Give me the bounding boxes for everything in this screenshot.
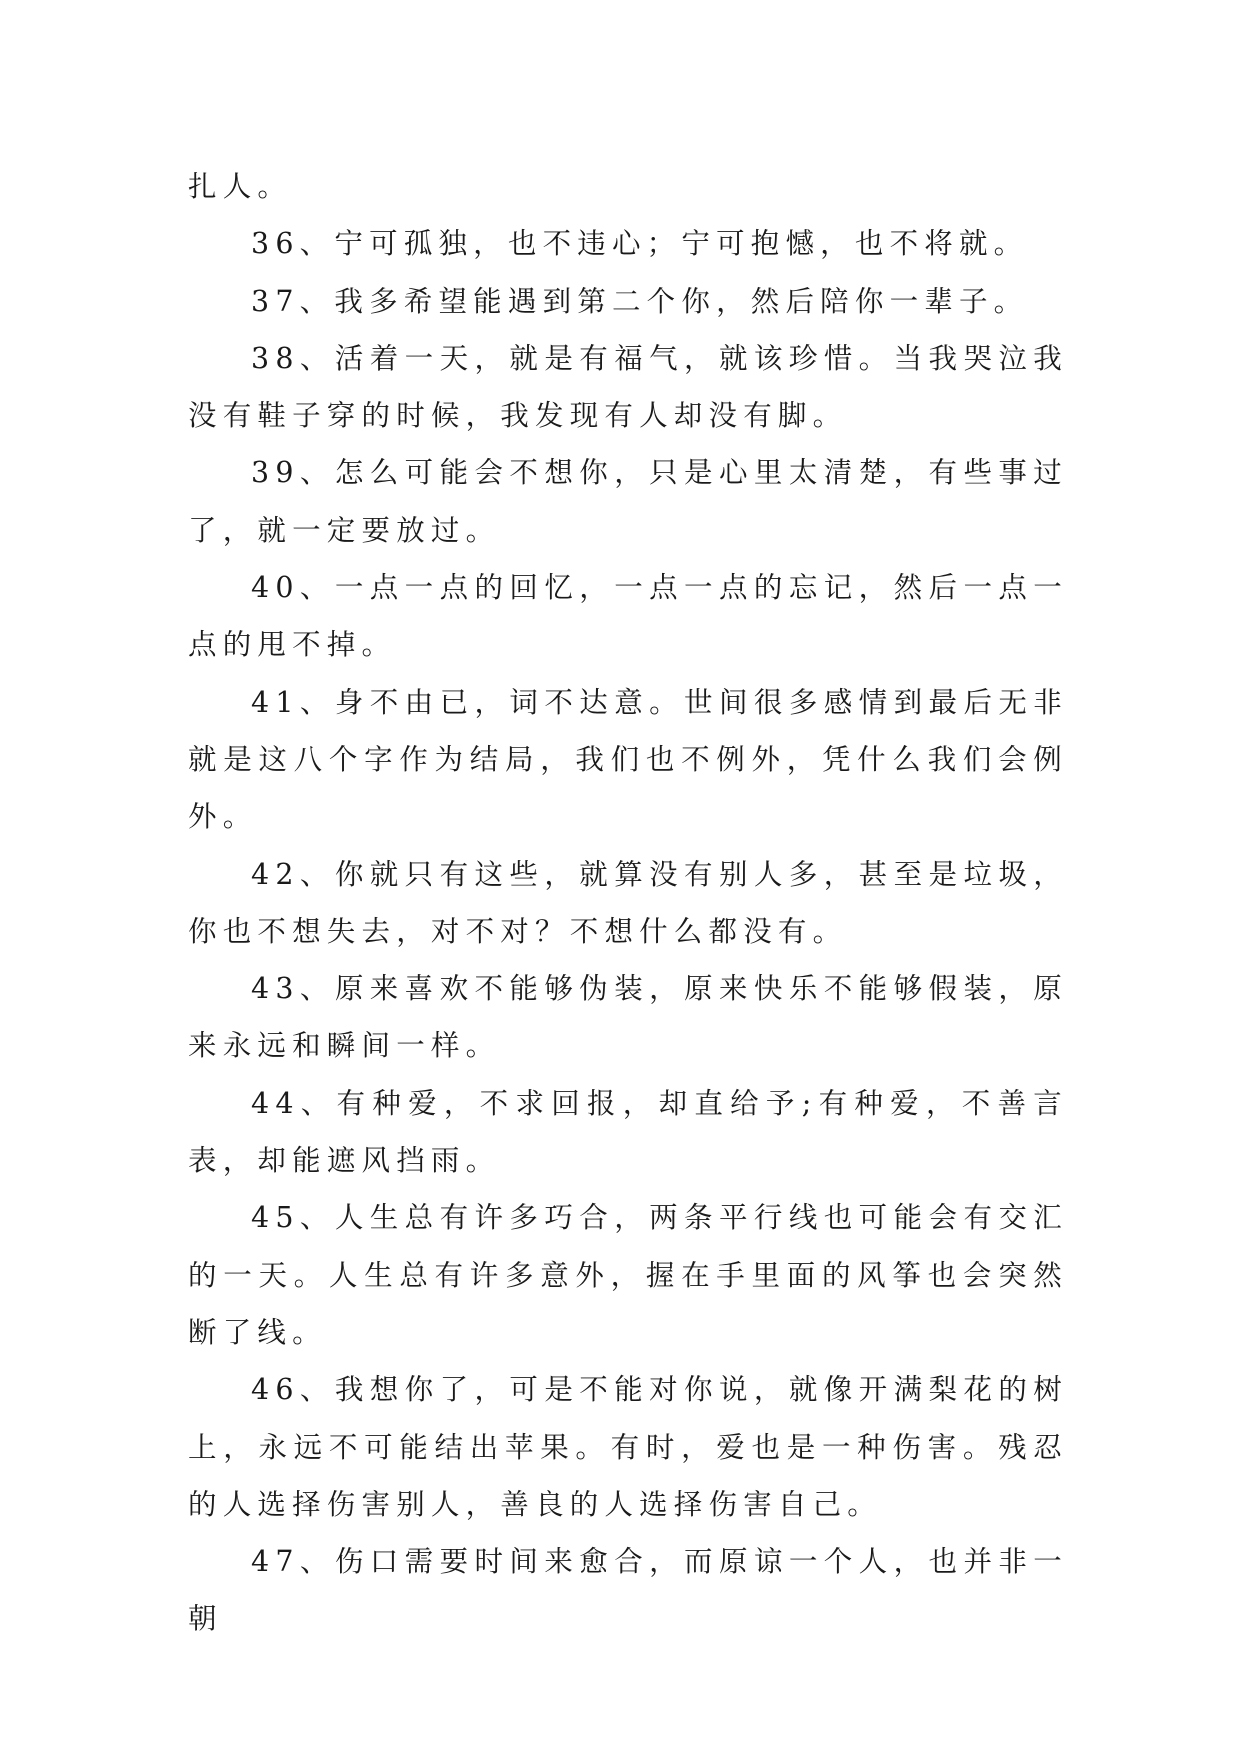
paragraph-41: 41、身不由已，词不达意。世间很多感情到最后无非就是这八个字作为结局，我们也不例外，凭什么我们会例外。: [188, 685, 1068, 834]
document-body: [188, 158, 1068, 1648]
paragraph-36: 36、宁可孤独，也不违心；宁可抱憾，也不将就。: [251, 227, 1029, 261]
paragraph-43: 43、原来喜欢不能够伪装，原来快乐不能够假装，原来永远和瞬间一样。: [188, 972, 1068, 1063]
paragraph-44: 44、有种爱，不求回报，却直给予;有种爱，不善言表，却能遮风挡雨。: [188, 1086, 1068, 1178]
paragraph-39: 39、怎么可能会不想你，只是心里太清楚，有些事过了，就一定要放过。: [188, 456, 1068, 547]
paragraph-continued: 扎人。: [188, 170, 293, 203]
paragraph-45: 45、人生总有许多巧合，两条平行线也可能会有交汇的一天。人生总有许多意外，握在手里面的风筝也会突然断了线。: [188, 1201, 1068, 1349]
paragraph-38: 38、活着一天，就是有福气，就该珍惜。当我哭泣我没有鞋子穿的时候，我发现有人却没有脚。: [188, 341, 1068, 433]
paragraph-42: 42、你就只有这些，就算没有别人多，甚至是垃圾，你也不想失去，对不对？不想什么都没有。: [188, 857, 1068, 948]
paragraph-46: 46、我想你了，可是不能对你说，就像开满梨花的树上，永远不可能结出苹果。有时，爱也是一种伤害。残忍的人选择伤害别人，善良的人选择伤害自己。: [188, 1373, 1068, 1521]
paragraph-47: 47、伤口需要时间来愈合，而原谅一个人，也并非一朝: [188, 1545, 1068, 1636]
paragraph-37: 37、我多希望能遇到第二个你，然后陪你一辈子。: [251, 284, 1029, 318]
paragraph-40: 40、一点一点的回忆，一点一点的忘记，然后一点一点的甩不掉。: [188, 571, 1068, 662]
